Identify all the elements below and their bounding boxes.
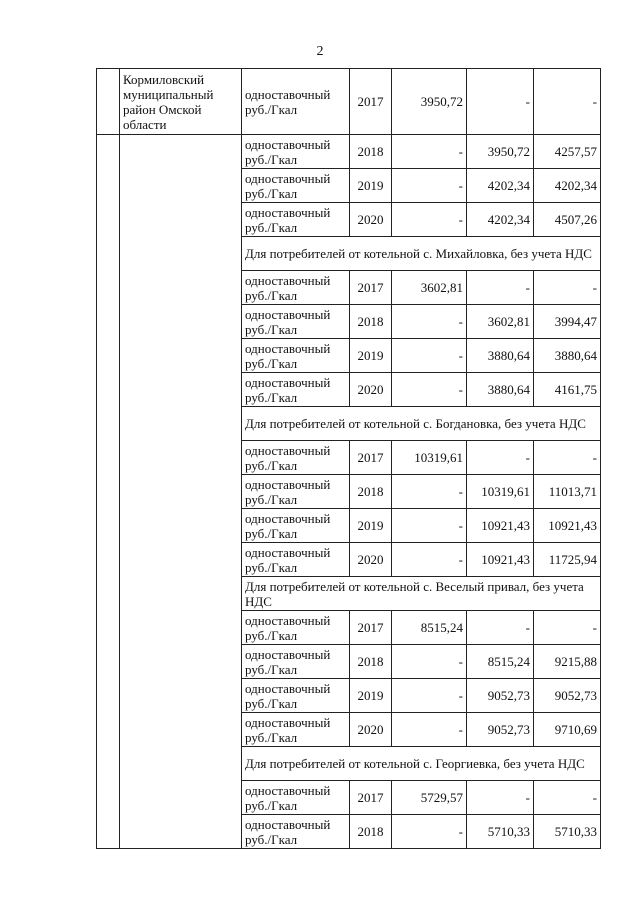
value-cell-2: 3950,72 (467, 135, 534, 169)
tariff-type-cell: одноставочный руб./Гкал (242, 611, 350, 645)
tariff-type-cell: одноставочный руб./Гкал (242, 645, 350, 679)
value-cell-3: - (534, 611, 601, 645)
year-cell: 2018 (350, 815, 392, 849)
year-cell: 2020 (350, 373, 392, 407)
value-cell-3: 4257,57 (534, 135, 601, 169)
value-cell-2: - (467, 441, 534, 475)
value-cell-1: - (392, 543, 467, 577)
tariff-type-cell: одноставочный руб./Гкал (242, 271, 350, 305)
tariff-type-cell: одноставочный руб./Гкал (242, 441, 350, 475)
tariff-type-cell: одноставочный руб./Гкал (242, 135, 350, 169)
year-cell: 2018 (350, 305, 392, 339)
value-cell-2: 3880,64 (467, 339, 534, 373)
section-heading: Для потребителей от котельной с. Богдановка, без учета НДС (242, 407, 601, 441)
blank-name-cell (120, 135, 242, 849)
value-cell-1: - (392, 305, 467, 339)
value-cell-1: - (392, 509, 467, 543)
value-cell-2: 9052,73 (467, 679, 534, 713)
value-cell-1: - (392, 713, 467, 747)
tariff-type-cell: одноставочный руб./Гкал (242, 679, 350, 713)
value-cell-3: 3880,64 (534, 339, 601, 373)
value-cell-2: 10921,43 (467, 509, 534, 543)
value-cell-1: 8515,24 (392, 611, 467, 645)
value-cell-3: 9215,88 (534, 645, 601, 679)
value-cell-3: 10921,43 (534, 509, 601, 543)
year-cell: 2017 (350, 441, 392, 475)
value-cell-2: - (467, 271, 534, 305)
row-number-cell (97, 135, 120, 849)
value-cell-1: 5729,57 (392, 781, 467, 815)
tariff-type-cell: одноставочный руб./Гкал (242, 543, 350, 577)
tariff-type-cell: одноставочный руб./Гкал (242, 305, 350, 339)
value-cell-1: - (392, 203, 467, 237)
value-cell-3: - (534, 69, 601, 135)
value-cell-3: 9710,69 (534, 713, 601, 747)
year-cell: 2020 (350, 543, 392, 577)
page-number: 2 (316, 44, 324, 59)
value-cell-2: 8515,24 (467, 645, 534, 679)
year-cell: 2019 (350, 169, 392, 203)
value-cell-3: 5710,33 (534, 815, 601, 849)
tariff-type-cell: одноставочный руб./Гкал (242, 169, 350, 203)
value-cell-2: - (467, 781, 534, 815)
municipality-cell: Кормиловский муниципальный район Омской области (120, 69, 242, 135)
value-cell-1: - (392, 679, 467, 713)
value-cell-3: 11725,94 (534, 543, 601, 577)
year-cell: 2017 (350, 69, 392, 135)
year-cell: 2020 (350, 713, 392, 747)
year-cell: 2017 (350, 611, 392, 645)
tariff-type-cell: одноставочный руб./Гкал (242, 781, 350, 815)
section-heading: Для потребителей от котельной с. Михайловка, без учета НДС (242, 237, 601, 271)
value-cell-1: - (392, 339, 467, 373)
value-cell-1: - (392, 135, 467, 169)
value-cell-3: 4202,34 (534, 169, 601, 203)
value-cell-3: - (534, 271, 601, 305)
value-cell-2: 9052,73 (467, 713, 534, 747)
year-cell: 2017 (350, 781, 392, 815)
section-heading: Для потребителей от котельной с. Веселый привал, без учета НДС (242, 577, 601, 611)
table-row (97, 135, 601, 169)
year-cell: 2018 (350, 135, 392, 169)
year-cell: 2020 (350, 203, 392, 237)
value-cell-1: 3602,81 (392, 271, 467, 305)
value-cell-1: - (392, 475, 467, 509)
value-cell-1: 3950,72 (392, 69, 467, 135)
tariff-type-cell: одноставочный руб./Гкал (242, 69, 350, 135)
year-cell: 2017 (350, 271, 392, 305)
value-cell-3: - (534, 441, 601, 475)
value-cell-2: 4202,34 (467, 169, 534, 203)
value-cell-2: 5710,33 (467, 815, 534, 849)
value-cell-2: 4202,34 (467, 203, 534, 237)
tariff-type-cell: одноставочный руб./Гкал (242, 509, 350, 543)
tariff-type-cell: одноставочный руб./Гкал (242, 373, 350, 407)
year-cell: 2019 (350, 679, 392, 713)
value-cell-2: - (467, 69, 534, 135)
value-cell-3: 11013,71 (534, 475, 601, 509)
row-number-cell (97, 69, 120, 135)
section-heading: Для потребителей от котельной с. Георгиевка, без учета НДС (242, 747, 601, 781)
value-cell-1: - (392, 815, 467, 849)
value-cell-3: 4161,75 (534, 373, 601, 407)
value-cell-2: 3880,64 (467, 373, 534, 407)
year-cell: 2018 (350, 645, 392, 679)
value-cell-1: - (392, 645, 467, 679)
value-cell-1: - (392, 169, 467, 203)
year-cell: 2018 (350, 475, 392, 509)
tariff-type-cell: одноставочный руб./Гкал (242, 713, 350, 747)
value-cell-2: 10319,61 (467, 475, 534, 509)
value-cell-2: 3602,81 (467, 305, 534, 339)
tariff-table-body (97, 69, 601, 849)
value-cell-1: - (392, 373, 467, 407)
year-cell: 2019 (350, 509, 392, 543)
tariff-type-cell: одноставочный руб./Гкал (242, 203, 350, 237)
value-cell-3: 9052,73 (534, 679, 601, 713)
year-cell: 2019 (350, 339, 392, 373)
table-row (97, 69, 601, 135)
tariff-type-cell: одноставочный руб./Гкал (242, 339, 350, 373)
value-cell-3: 4507,26 (534, 203, 601, 237)
value-cell-3: - (534, 781, 601, 815)
tariff-type-cell: одноставочный руб./Гкал (242, 475, 350, 509)
value-cell-2: 10921,43 (467, 543, 534, 577)
tariff-type-cell: одноставочный руб./Гкал (242, 815, 350, 849)
value-cell-2: - (467, 611, 534, 645)
tariff-table (96, 68, 601, 849)
value-cell-3: 3994,47 (534, 305, 601, 339)
value-cell-1: 10319,61 (392, 441, 467, 475)
